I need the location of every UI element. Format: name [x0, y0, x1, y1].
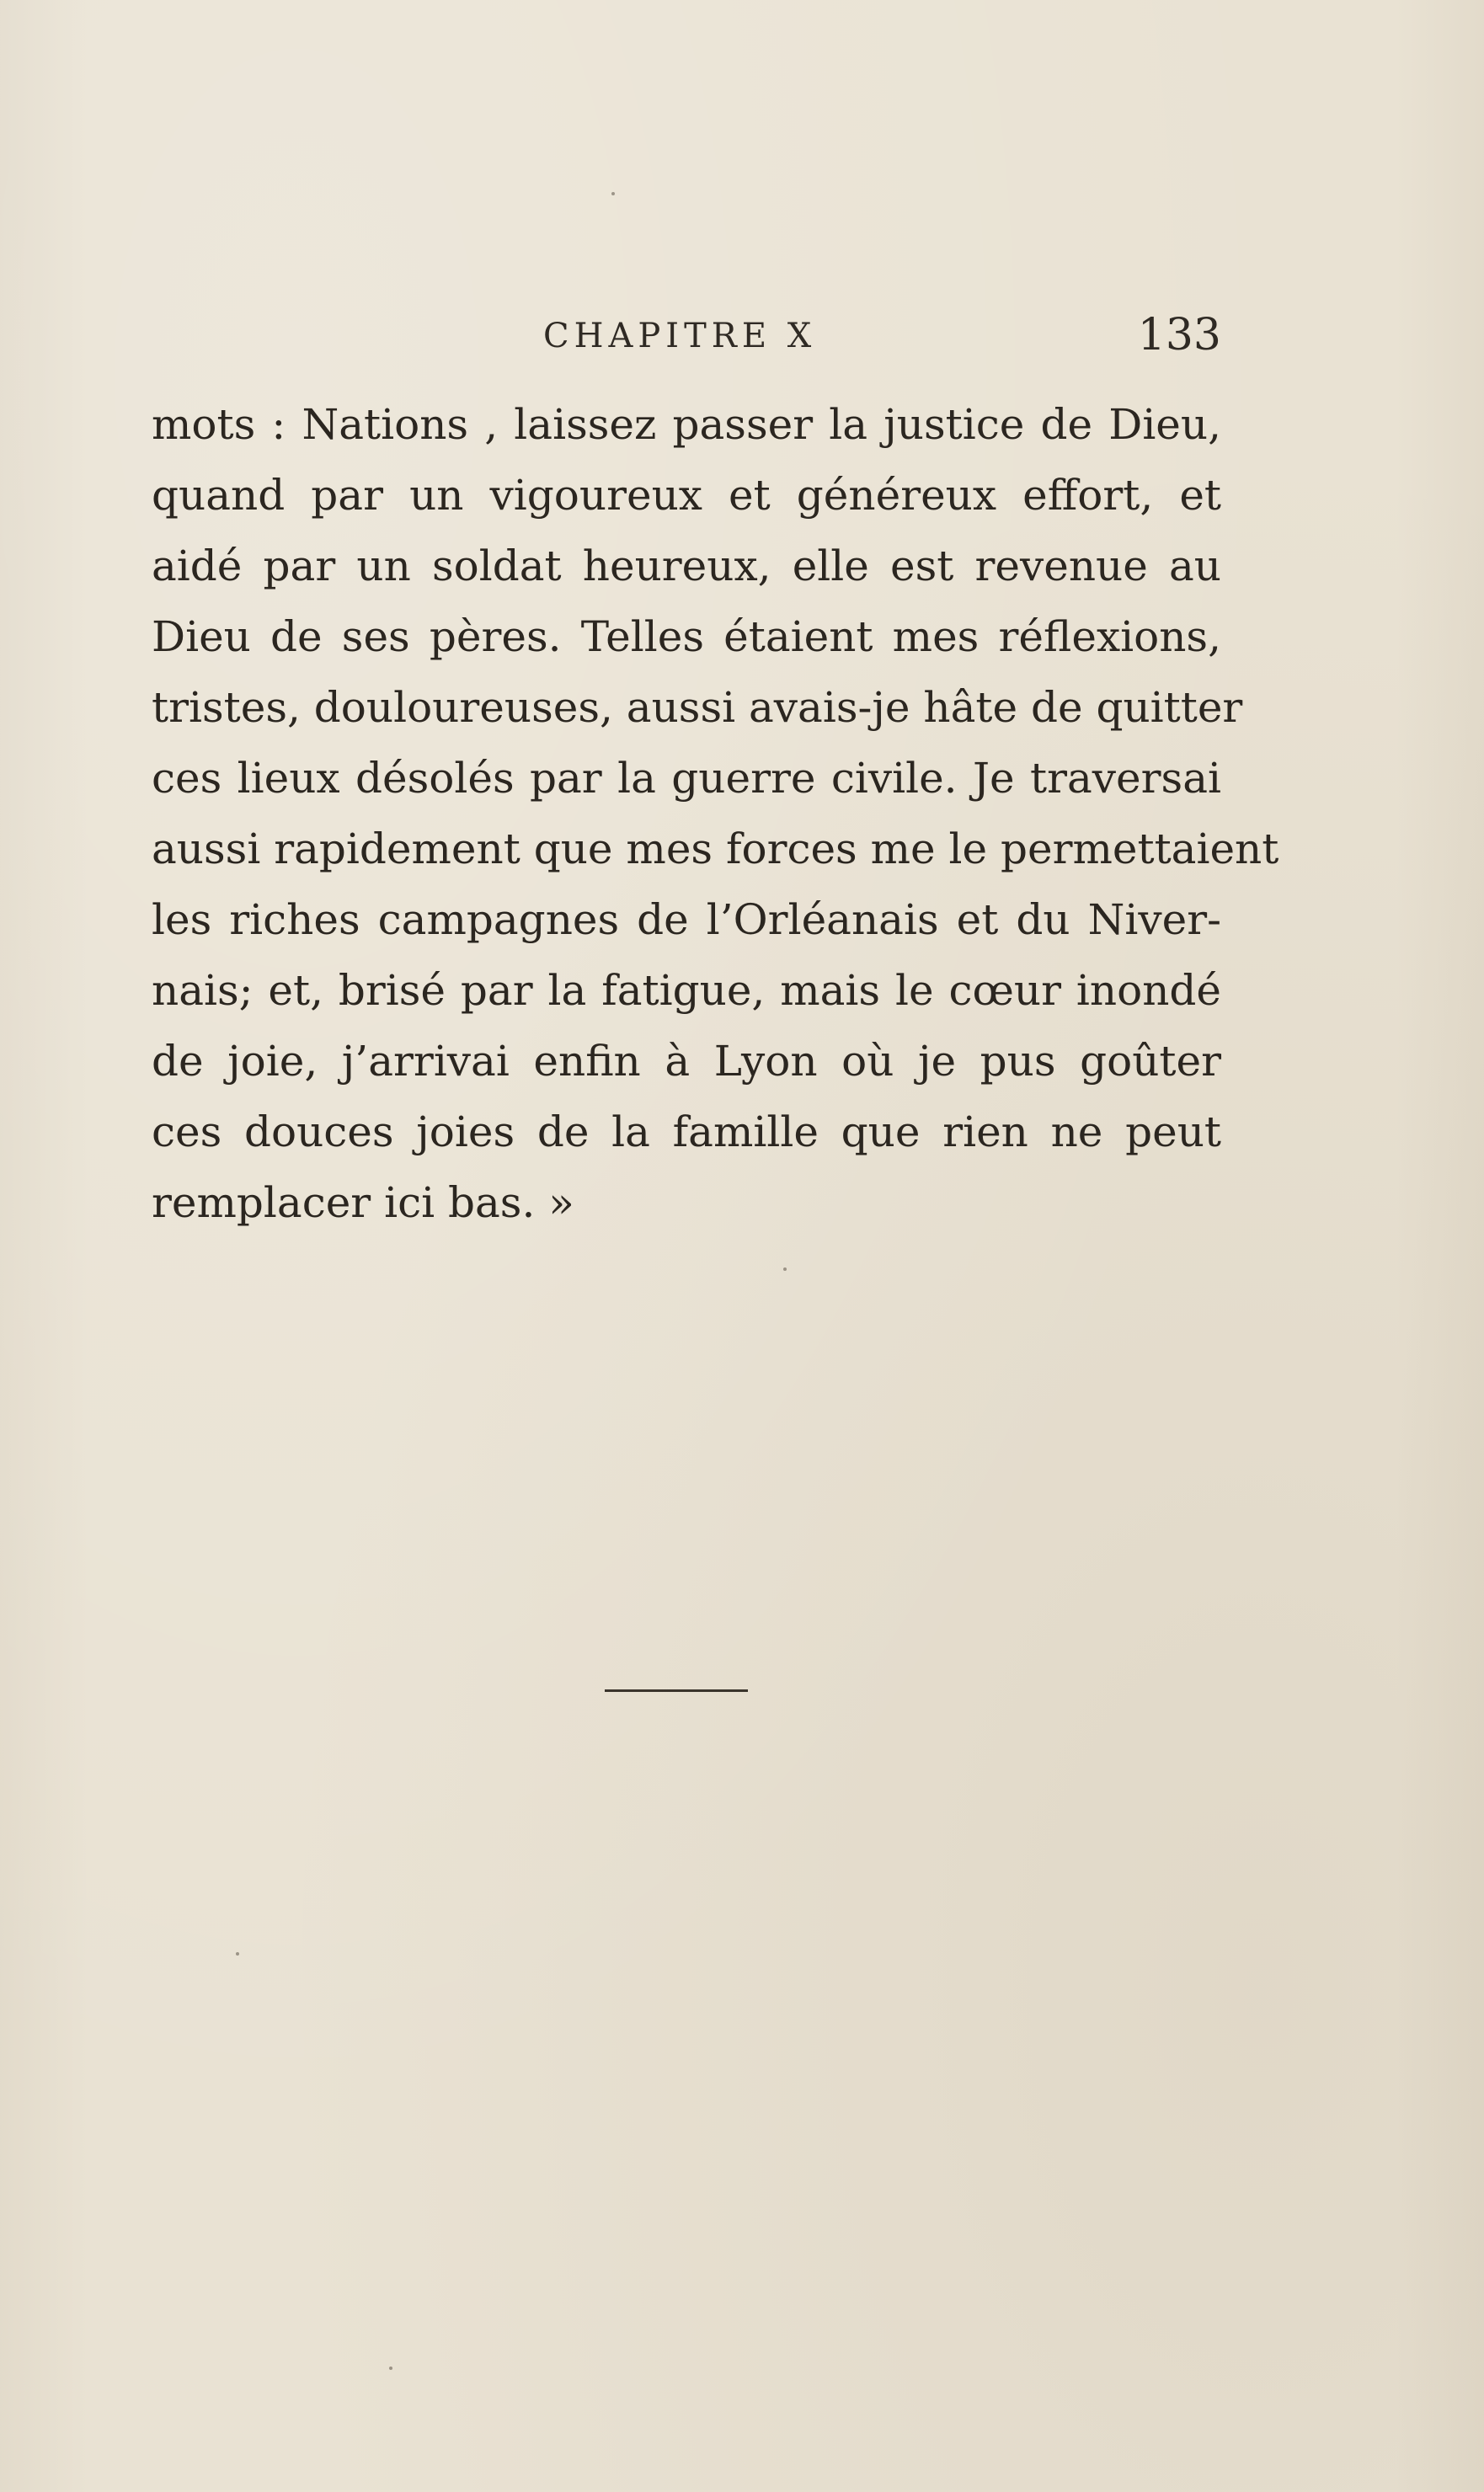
- text-line: aussi rapidement que mes forces me le permettaient: [152, 824, 1279, 873]
- running-head: [152, 310, 1221, 369]
- paper-speck: [783, 1267, 787, 1271]
- text-line: aidé par un soldat heureux, elle est revenue au: [152, 542, 1221, 590]
- page-number: 133: [1137, 310, 1221, 360]
- text-line: ces douces joies de la famille que rien ne peut: [152, 1107, 1221, 1156]
- text-line: les riches campagnes de l’Orléanais et du Niver-: [152, 895, 1221, 944]
- chapter-title: CHAPITRE X: [543, 317, 817, 355]
- text-line: tristes, douloureuses, aussi avais-je hâte de quitter: [152, 683, 1243, 732]
- body-text: [152, 389, 1279, 1238]
- text-line: quand par un vigoureux et généreux effort, et: [152, 471, 1221, 520]
- end-of-chapter-rule: [605, 1689, 748, 1692]
- text-line: Dieu de ses pères. Telles étaient mes réflexions,: [152, 612, 1221, 661]
- text-line: mots : Nations , laissez passer la justice de Dieu,: [152, 400, 1221, 449]
- paper-speck: [389, 2367, 392, 2370]
- paper-speck: [611, 192, 615, 195]
- text-line: nais; et, brisé par la fatigue, mais le cœur inondé: [152, 966, 1221, 1015]
- text-line: ces lieux désolés par la guerre civile. Je traversai: [152, 754, 1221, 803]
- paper-speck: [236, 1952, 239, 1956]
- text-line: remplacer ici bas. »: [152, 1178, 574, 1227]
- text-line: de joie, j’arrivai enfin à Lyon où je pus goûter: [152, 1037, 1221, 1086]
